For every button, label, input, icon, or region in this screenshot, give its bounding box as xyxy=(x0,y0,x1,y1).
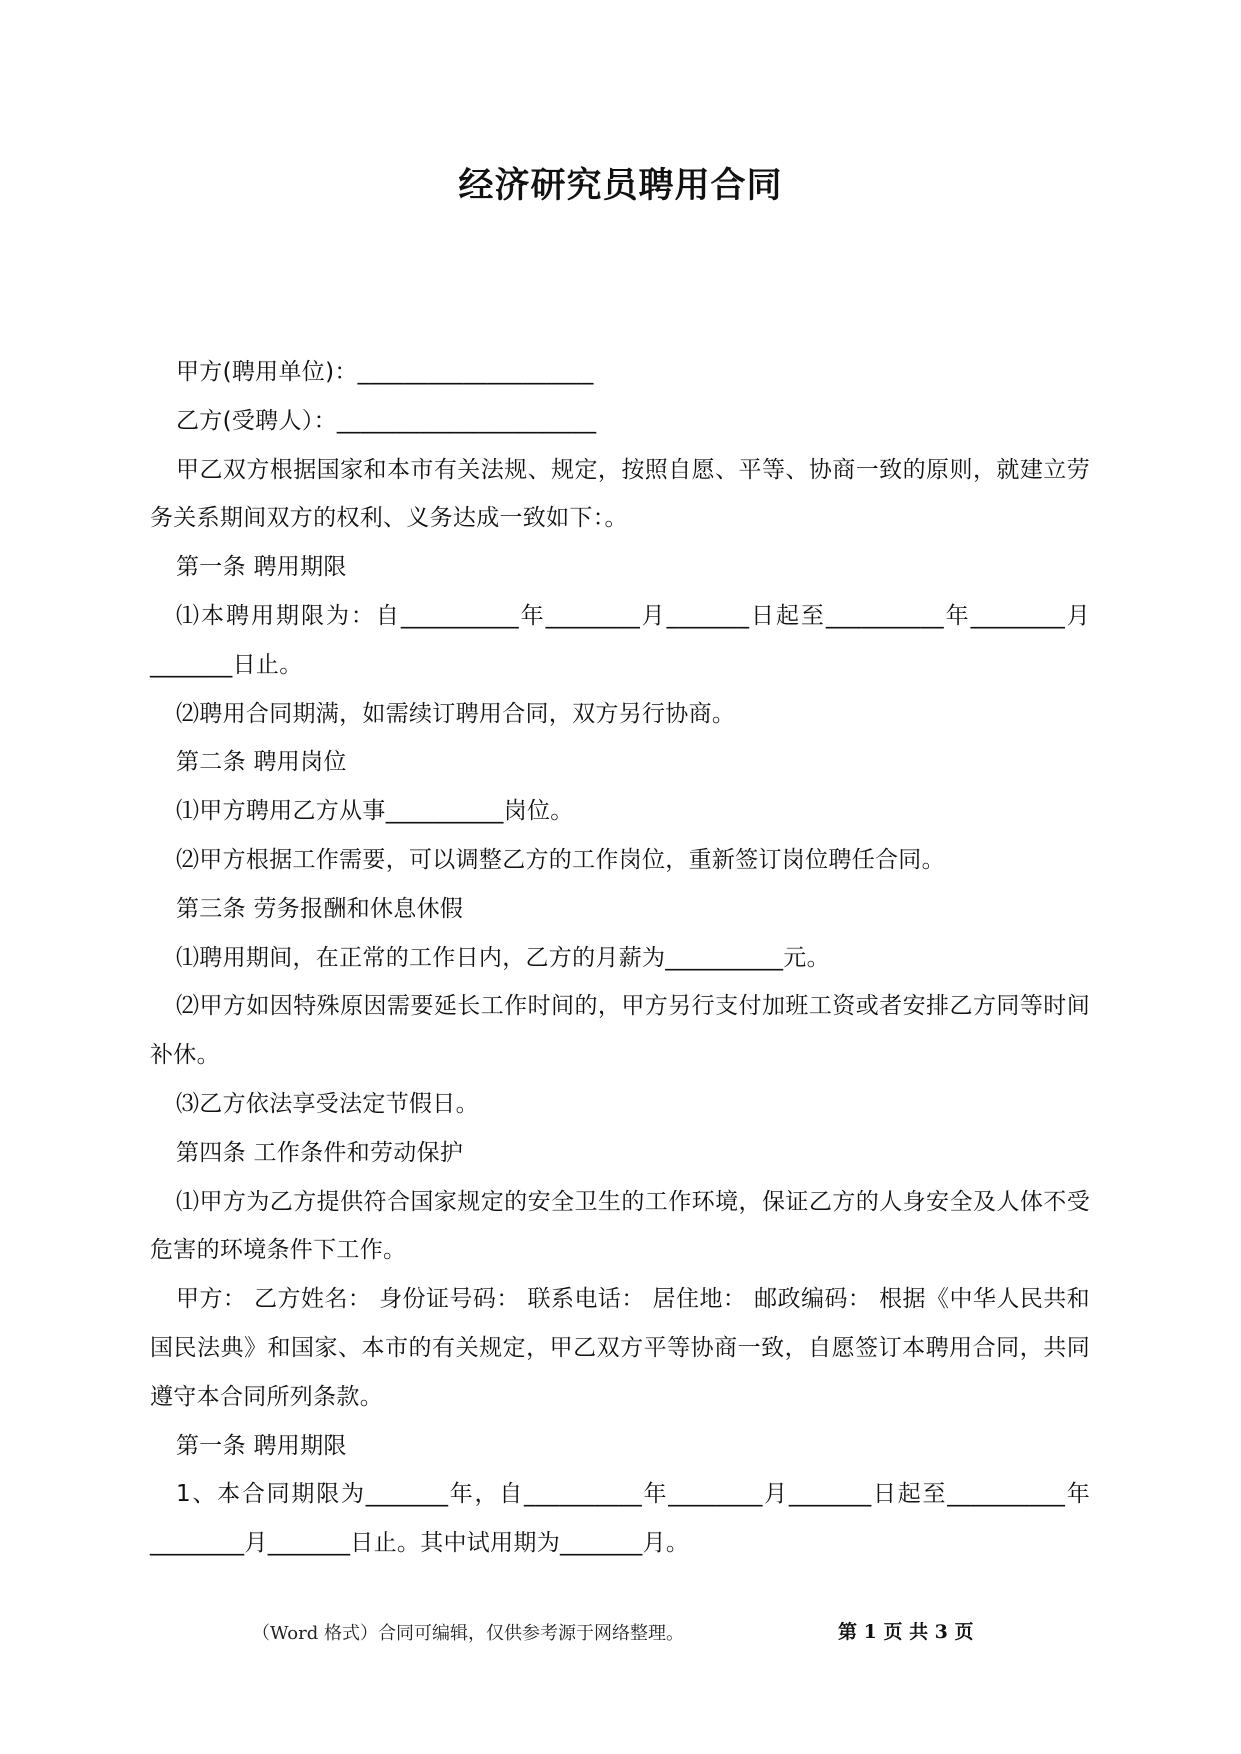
page-footer xyxy=(0,1617,1241,1647)
party-a-line: 甲方(聘用单位)：____________________ xyxy=(176,359,594,385)
article-heading: 第一条 聘用期限 xyxy=(176,554,347,581)
contract-clause: 1、本合同期限为_______年，自__________年________月_______日起至__________年________月_______日止。其中试用期为_______月。 xyxy=(150,1481,1090,1557)
contract-clause: ⑵甲方如因特殊原因需要延长工作时间的，甲方另行支付加班工资或者安排乙方同等时间补休。 xyxy=(150,993,1090,1069)
article-heading: 第四条 工作条件和劳动保护 xyxy=(176,1139,464,1166)
document-body xyxy=(150,348,1090,1568)
contract-clause: ⑴聘用期间，在正常的工作日内，乙方的月薪为__________元。 xyxy=(176,944,830,971)
party-b-line: 乙方(受聘人）：______________________ xyxy=(176,407,597,434)
contract-clause: ⑵聘用合同期满，如需续订聘用合同，双方另行协商。 xyxy=(176,700,736,727)
article-heading: 第一条 聘用期限 xyxy=(176,1432,347,1459)
contract-clause: ⑵甲方根据工作需要，可以调整乙方的工作岗位，重新签订岗位聘任合同。 xyxy=(176,846,945,873)
document-title: 经济研究员聘用合同 xyxy=(458,166,783,206)
party-info-paragraph: 甲方： 乙方姓名： 身份证号码： 联系电话： 居住地： 邮政编码： 根据《中华人民共和国民法典》和国家、本市的有关规定，甲乙双方平等协商一致，自愿签订本聘用合同，共同遵守本合同所列条款。 xyxy=(150,1286,1090,1410)
footer-note: （Word 格式）合同可编辑，仅供参考源于网络整理。 xyxy=(252,1623,684,1644)
contract-clause: ⑴本聘用期限为：自__________年________月_______日起至__________年________月_______日止。 xyxy=(150,602,1090,678)
article-heading: 第二条 聘用岗位 xyxy=(176,749,347,776)
intro-paragraph: 甲乙双方根据国家和本市有关法规、规定，按照自愿、平等、协商一致的原则，就建立劳务关系期间双方的权利、义务达成一致如下：。 xyxy=(150,456,1090,532)
page-number: 第 1 页 共 3 页 xyxy=(838,1621,974,1643)
contract-clause: ⑴甲方聘用乙方从事__________岗位。 xyxy=(176,798,574,825)
contract-clause: ⑶乙方依法享受法定节假日。 xyxy=(176,1090,479,1117)
contract-clause: ⑴甲方为乙方提供符合国家规定的安全卫生的工作环境，保证乙方的人身安全及人体不受危害的环境条件下工作。 xyxy=(150,1188,1090,1264)
article-heading: 第三条 劳务报酬和休息休假 xyxy=(176,895,464,922)
